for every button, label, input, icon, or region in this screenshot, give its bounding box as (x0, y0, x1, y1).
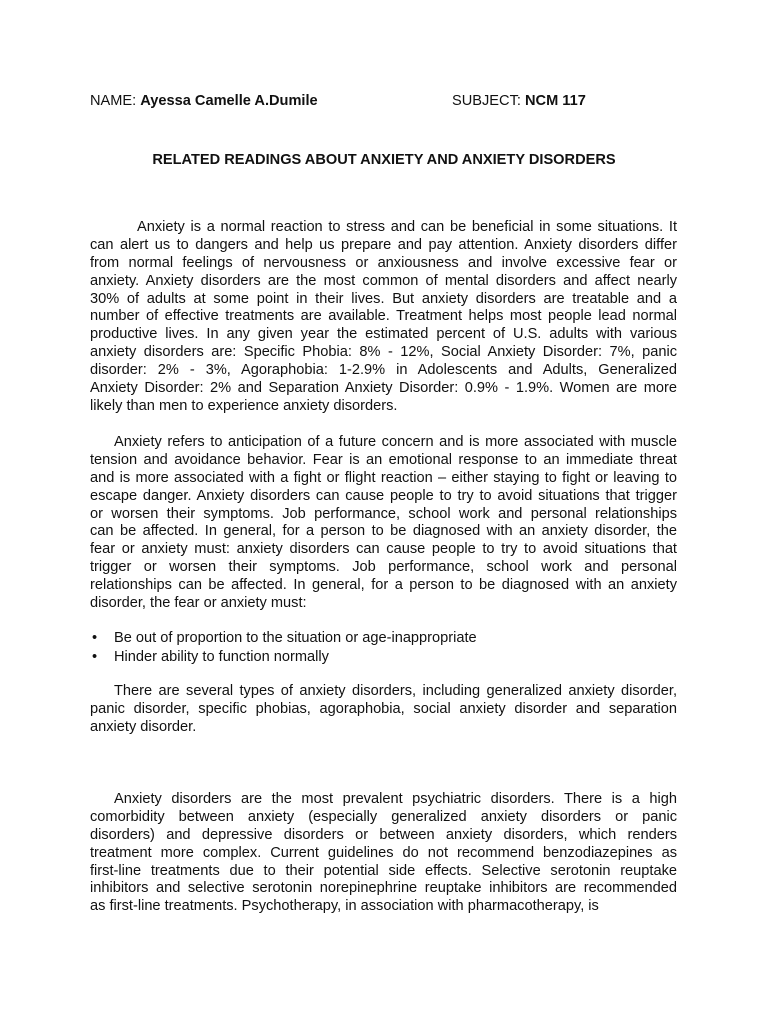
paragraph-3 (90, 683, 677, 737)
subject-label: SUBJECT: (452, 93, 521, 109)
name-value: Ayessa Camelle A.Dumile (140, 93, 318, 109)
name-label: NAME: (90, 93, 137, 109)
text-line: from normal feelings of nervousness or anxiousness and involve excessive fear or (90, 254, 677, 271)
subject-field (452, 93, 586, 109)
text-line: tension and avoidance behavior. Fear is an emotional response to an immediate threat (90, 451, 677, 468)
text-line: can alert us to dangers and help us prepare and pay attention. Anxiety disorders differ (90, 236, 677, 253)
name-field (90, 93, 318, 109)
text-line: disorder: 2% - 3%, Agoraphobia: 1-2.9% in Adolescents and Adults, Generalized (90, 362, 677, 379)
text-line: anxiety disorders are: Specific Phobia: 8% - 12%, Social Anxiety Disorder: 7%, panic (90, 344, 677, 361)
paragraph-4 (90, 791, 677, 916)
text-line: disorder, the fear or anxiety must: (90, 595, 307, 612)
document-title: RELATED READINGS ABOUT ANXIETY AND ANXIETY DISORDERS (152, 152, 616, 168)
text-line: productive lives. In any given year the estimated percent of U.S. adults with various (90, 326, 677, 343)
text-line: inhibitors and selective serotonin norepinephrine reuptake inhibitors are recommended (90, 880, 677, 897)
text-line: panic disorder, specific phobias, agoraphobia, social anxiety disorder and separation (90, 700, 677, 717)
text-line: Anxiety Disorder: 2% and Separation Anxiety Disorder: 0.9% - 1.9%. Women are more (90, 380, 677, 397)
text-line: comorbidity between anxiety (especially generalized anxiety disorders or panic (90, 808, 677, 825)
bullet-item: • Hinder ability to function normally (90, 648, 477, 667)
text-line: anxiety disorder. (90, 718, 197, 735)
paragraph-1 (90, 219, 677, 416)
subject-value: NCM 117 (525, 93, 586, 109)
text-line: or worsen their symptoms. Job performance, school work and personal relationships (90, 505, 677, 522)
text-line: disorders) and depressive disorders or between anxiety disorders, which renders (90, 826, 677, 843)
text-line: relationships can be affected. In general, for a person to be diagnosed with an anxiety (90, 577, 677, 594)
bullet-item: • Be out of proportion to the situation or age-inappropriate (90, 629, 477, 648)
text-line: escape danger. Anxiety disorders can cause people to try to avoid situations that trigger (90, 487, 677, 504)
text-line: Anxiety disorders are the most prevalent psychiatric disorders. There is a high (114, 791, 677, 807)
text-line: There are several types of anxiety disorders, including generalized anxiety disorder, (114, 683, 677, 699)
bullet-list (90, 629, 477, 667)
text-line: likely than men to experience anxiety disorders. (90, 397, 398, 414)
text-line: treatment more complex. Current guidelines do not recommend benzodiazepines as (90, 844, 677, 861)
text-line: can be affected. In general, for a person to be diagnosed with an anxiety disorder, the (90, 523, 677, 540)
text-line: fear or anxiety must: anxiety disorders can cause people to try to avoid situations that (90, 541, 677, 558)
paragraph-2 (90, 434, 677, 613)
text-line: anxiety. Anxiety disorders are the most common of mental disorders and affect nearly (90, 272, 677, 289)
text-line: number of effective treatments are available. Treatment helps most people lead normal (90, 308, 677, 325)
text-line: as first-line treatments. Psychotherapy, in association with pharmacotherapy, is (90, 898, 599, 915)
text-line: Anxiety is a normal reaction to stress and can be beneficial in some situations. It (137, 219, 677, 235)
text-line: and is more associated with a fight or flight reaction – either staying to fight or leaving to (90, 469, 677, 486)
text-line: 30% of adults at some point in their lives. But anxiety disorders are treatable and a (90, 290, 677, 307)
text-line: first-line treatments due to their potential side effects. Selective serotonin reuptake (90, 862, 677, 879)
text-line: trigger or worsen their symptoms. Job performance, school work and personal (90, 559, 677, 576)
text-line: Anxiety refers to anticipation of a future concern and is more associated with muscle (114, 434, 677, 450)
